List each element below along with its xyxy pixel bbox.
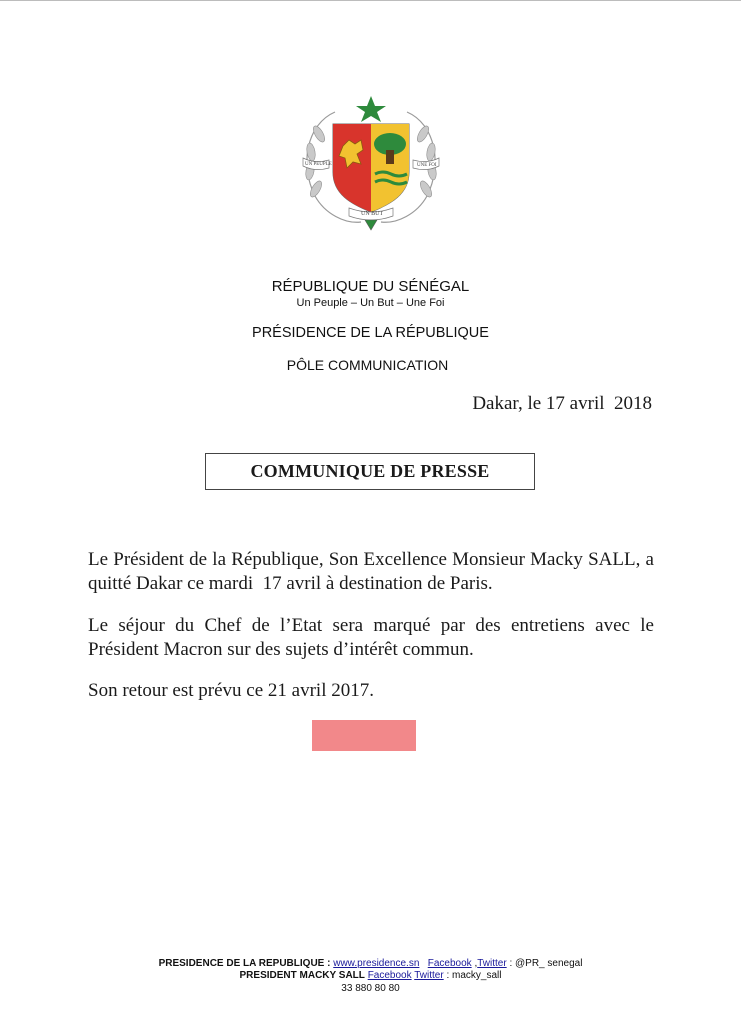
communication-office-heading: PÔLE COMMUNICATION <box>286 357 449 373</box>
footer-line-president <box>0 970 741 981</box>
banner-bottom-text: UN BUT <box>361 211 384 217</box>
green-star-icon <box>356 96 386 122</box>
footer-presidency-twitter-link[interactable]: Twitter <box>477 958 507 969</box>
body-paragraph-3: Son retour est prévu ce 21 avril 2017. <box>88 680 374 701</box>
national-motto: Un Peuple – Un But – Une Foi <box>296 297 445 309</box>
footer-presidency-label: PRESIDENCE DE LA REPUBLIQUE : <box>158 958 331 969</box>
footer-presidency-facebook-link[interactable]: Facebook <box>427 958 472 969</box>
redacted-signature-block <box>312 720 416 751</box>
place-date-line: Dakar, le 17 avril 2018 <box>472 393 652 414</box>
banner-right-text: UNE FOI <box>417 163 437 168</box>
footer-presidency-handle: : @PR_ senegal <box>509 958 583 969</box>
press-release-title: COMMUNIQUE DE PRESSE <box>250 461 490 481</box>
page-top-edge <box>0 0 741 1</box>
banner-left-text: UN PEUPLE <box>305 162 332 167</box>
country-name: RÉPUBLIQUE DU SÉNÉGAL <box>271 278 470 295</box>
footer-line-presidency: PRESIDENCE DE LA REPUBLIQUE : www.presidence.sn Facebook ,Twitter : @PR_ senegal <box>158 958 583 969</box>
pendant-icon <box>365 220 377 230</box>
presidency-heading: PRÉSIDENCE DE LA RÉPUBLIQUE <box>252 325 489 341</box>
footer-website-link[interactable]: www.presidence.sn <box>333 958 420 969</box>
footer-president-handle: : macky_sall <box>446 970 502 981</box>
body-paragraph-2: Le séjour du Chef de l’Etat sera marqué par des entretiens avec le Président Macron sur des sujets d’intérêt commun. <box>88 615 654 660</box>
footer-president-twitter-link[interactable]: Twitter <box>414 970 444 981</box>
press-release-title-box <box>205 453 535 490</box>
footer-phone-number: 33 880 80 80 <box>341 983 400 994</box>
footer-president-label: PRESIDENT MACKY SALL <box>239 970 365 981</box>
body-paragraph-1: Le Président de la République, Son Excellence Monsieur Macky SALL, a quitté Dakar ce mardi 17 avril à destination de Paris. <box>88 549 659 594</box>
senegal-coat-of-arms-seal <box>295 94 447 234</box>
footer-president-facebook-link[interactable]: Facebook <box>367 970 412 981</box>
